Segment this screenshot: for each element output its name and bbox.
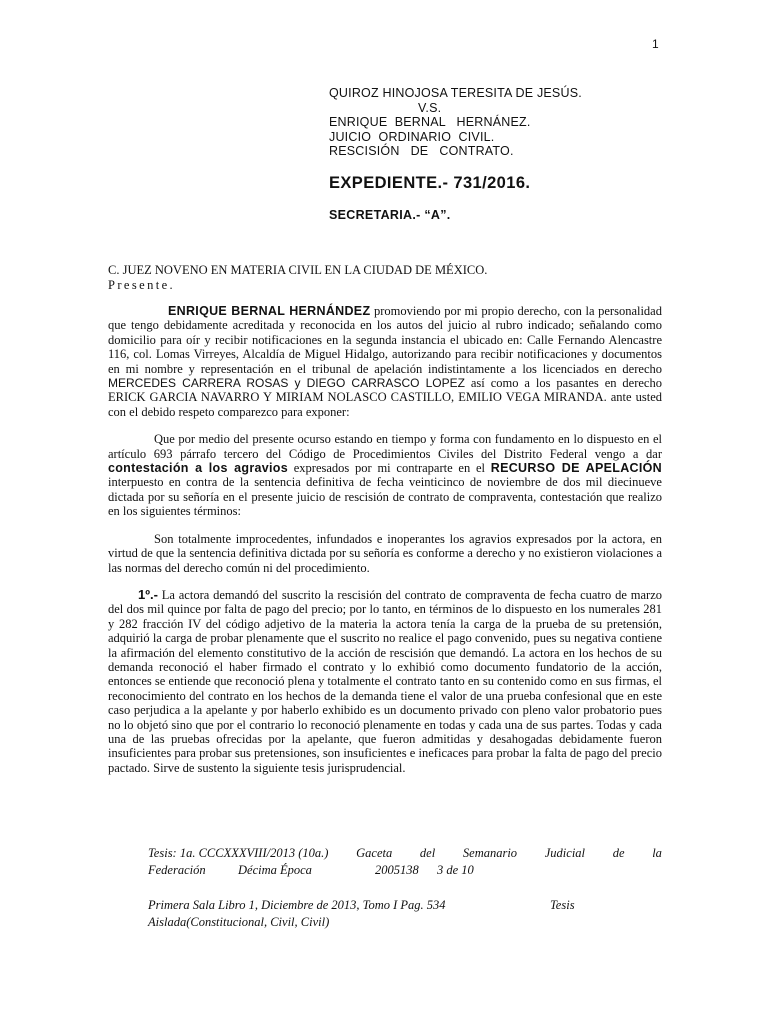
thesis-r1-6: la: [652, 846, 662, 860]
paragraph-recurso: [108, 432, 662, 518]
thesis-row-3: [148, 897, 662, 914]
thesis-r1-5: de: [612, 846, 625, 860]
page-number: 1: [652, 37, 659, 51]
para2-text-e: interpuesto en contra de la sentencia definitiva de fecha veinticinco de noviembre de dos mil diecinueve dictada por su señoría en el presente juicio de rescisión de contrato de compraventa, contestación que realizo en los siguientes términos:: [108, 475, 662, 519]
caption-defendant: ENRIQUE BERNAL HERNÁNEZ.: [329, 115, 531, 130]
thesis-r1-3: Semanario: [462, 846, 518, 860]
secretariat: SECRETARIA.- “A”.: [329, 208, 451, 222]
thesis-citation: [148, 845, 662, 931]
thesis-r2-3: 3 de 10: [437, 863, 474, 877]
thesis-r1-2: del: [419, 846, 436, 860]
addressee: [108, 263, 668, 292]
document-body: [108, 304, 662, 788]
thesis-r1-4: Judicial: [544, 846, 586, 860]
para1-text-c: así como a los pasantes en derecho ERICK GARCIA NAVARRO Y MIRIAM NOLASCO CASTILLO, EMILIO VEGA MIRANDA. ante usted con el debido respeto comparezco para exponer:: [108, 376, 662, 419]
authorized-lawyers: MERCEDES CARRERA ROSAS y DIEGO CARRASCO LOPEZ: [108, 376, 465, 391]
thesis-r3-0: Primera Sala Libro 1, Diciembre de 2013, Tomo I Pag. 534: [148, 898, 446, 912]
para2-bold-recurso: RECURSO DE APELACIÓN: [490, 461, 662, 476]
paragraph-agravio-1: [108, 588, 662, 775]
para2-text-a: Que por medio del presente ocurso estando en tiempo y forma con fundamento en lo dispuesto en el artículo 693 párrafo tercero del Código de Procedimientos Civiles del Distrito Federal vengo a dar: [108, 432, 662, 461]
paragraph-introduction: [108, 304, 662, 419]
thesis-r2-2: 2005138: [375, 863, 419, 877]
case-number: EXPEDIENTE.- 731/2016.: [329, 174, 531, 192]
caption-matter: RESCISIÓN DE CONTRATO.: [329, 144, 514, 159]
case-caption: [329, 86, 689, 159]
para4-text: La actora demandó del suscrito la rescisión del contrato de compraventa de fecha cuatro de marzo del dos mil quince por falta de pago del precio; por lo tanto, en términos de lo dispuesto en los numerales 281 y 282 fracción IV del código adjetivo de la materia la actora tenía la carga de la prueba de su pretensión, adquirió la carga de probar plenamente que el suscrito no realice el pago convenido, pues su negativa contiene la afirmación del elemento constitutivo de la acción de rescisión que demandó. La actora en los hechos de su demanda reconoció el haber firmado el contrato y lo exhibió como documento fundatorio de la acción, entonces se entiende que reconoció plena y totalmente el contrato tanto en su contenido como en sus firmas, el reconocimiento del contrato en los hechos de la demanda tiene el valor de una prueba confesional que en este caso perjudica a la apelante y por haberlo exhibido es un documento privado con pleno valor probatorio pues no lo objetó sino que por el contrario lo reconoció plenamente en todas y cada una de sus partes. Todas y cada una de las pruebas ofrecidas por la apelante, que fueron admitidas y desahogadas debidamente fueron insuficientes para probar sus pretensiones, son insuficientes e ineficaces para probar la falta de pago del precio pactado. Sirve de sustento la siguiente tesis jurisprudencial.: [108, 587, 662, 775]
para2-bold-agravios: contestación a los agravios: [108, 461, 288, 476]
addressee-judge: C. JUEZ NOVENO EN MATERIA CIVIL EN LA CIUDAD DE MÉXICO.: [108, 263, 488, 277]
thesis-row-4: Aislada(Constitucional, Civil, Civil): [148, 915, 330, 929]
thesis-row-1: [148, 845, 662, 862]
caption-plaintiff: QUIROZ HINOJOSA TERESITA DE JESÚS.: [329, 86, 582, 100]
thesis-r2-1: Décima Época: [238, 863, 312, 877]
caption-trial-type: JUICIO ORDINARIO CIVIL.: [329, 129, 495, 144]
thesis-row-2: [148, 862, 662, 879]
promovente-name: ENRIQUE BERNAL HERNÁNDEZ: [168, 304, 371, 318]
thesis-r1-0: Tesis: 1a. CCCXXXVIII/2013 (10a.): [148, 846, 329, 860]
agravio-numeral: 1º.-: [138, 586, 158, 602]
addressee-presente: Presente.: [108, 277, 176, 292]
caption-versus: V.S.: [418, 100, 442, 115]
para2-text-c: expresados por mi contraparte en el: [287, 461, 491, 476]
para1-text-a: promoviendo por mi propio derecho, con la personalidad que tengo debidamente acreditada y reconocida en los autos del juicio al rubro indicado; señalando como domicilio para oír y recibir notificaciones en la segunda instancia el ubicado en: Calle Fernando Alencastre 116, col. Lomas Virreyes, Alcaldía de Miguel Hidalgo, autorizando para recibir notificaciones y documentos en mi nombre y representación en el tribunal de apelación indistintamente a los licenciados en derecho: [108, 304, 662, 376]
paragraph-improcedentes: Son totalmente improcedentes, infundados e inoperantes los agravios expresados por la actora, en virtud de que la sentencia definitiva dictada por su señoría es conforme a derecho y no existieron violaciones a las normas del derecho común ni del procedimiento.: [108, 531, 662, 575]
thesis-r1-1: Gaceta: [356, 846, 393, 860]
thesis-r2-0: Federación: [148, 863, 206, 877]
thesis-r3-1: Tesis: [550, 898, 575, 912]
